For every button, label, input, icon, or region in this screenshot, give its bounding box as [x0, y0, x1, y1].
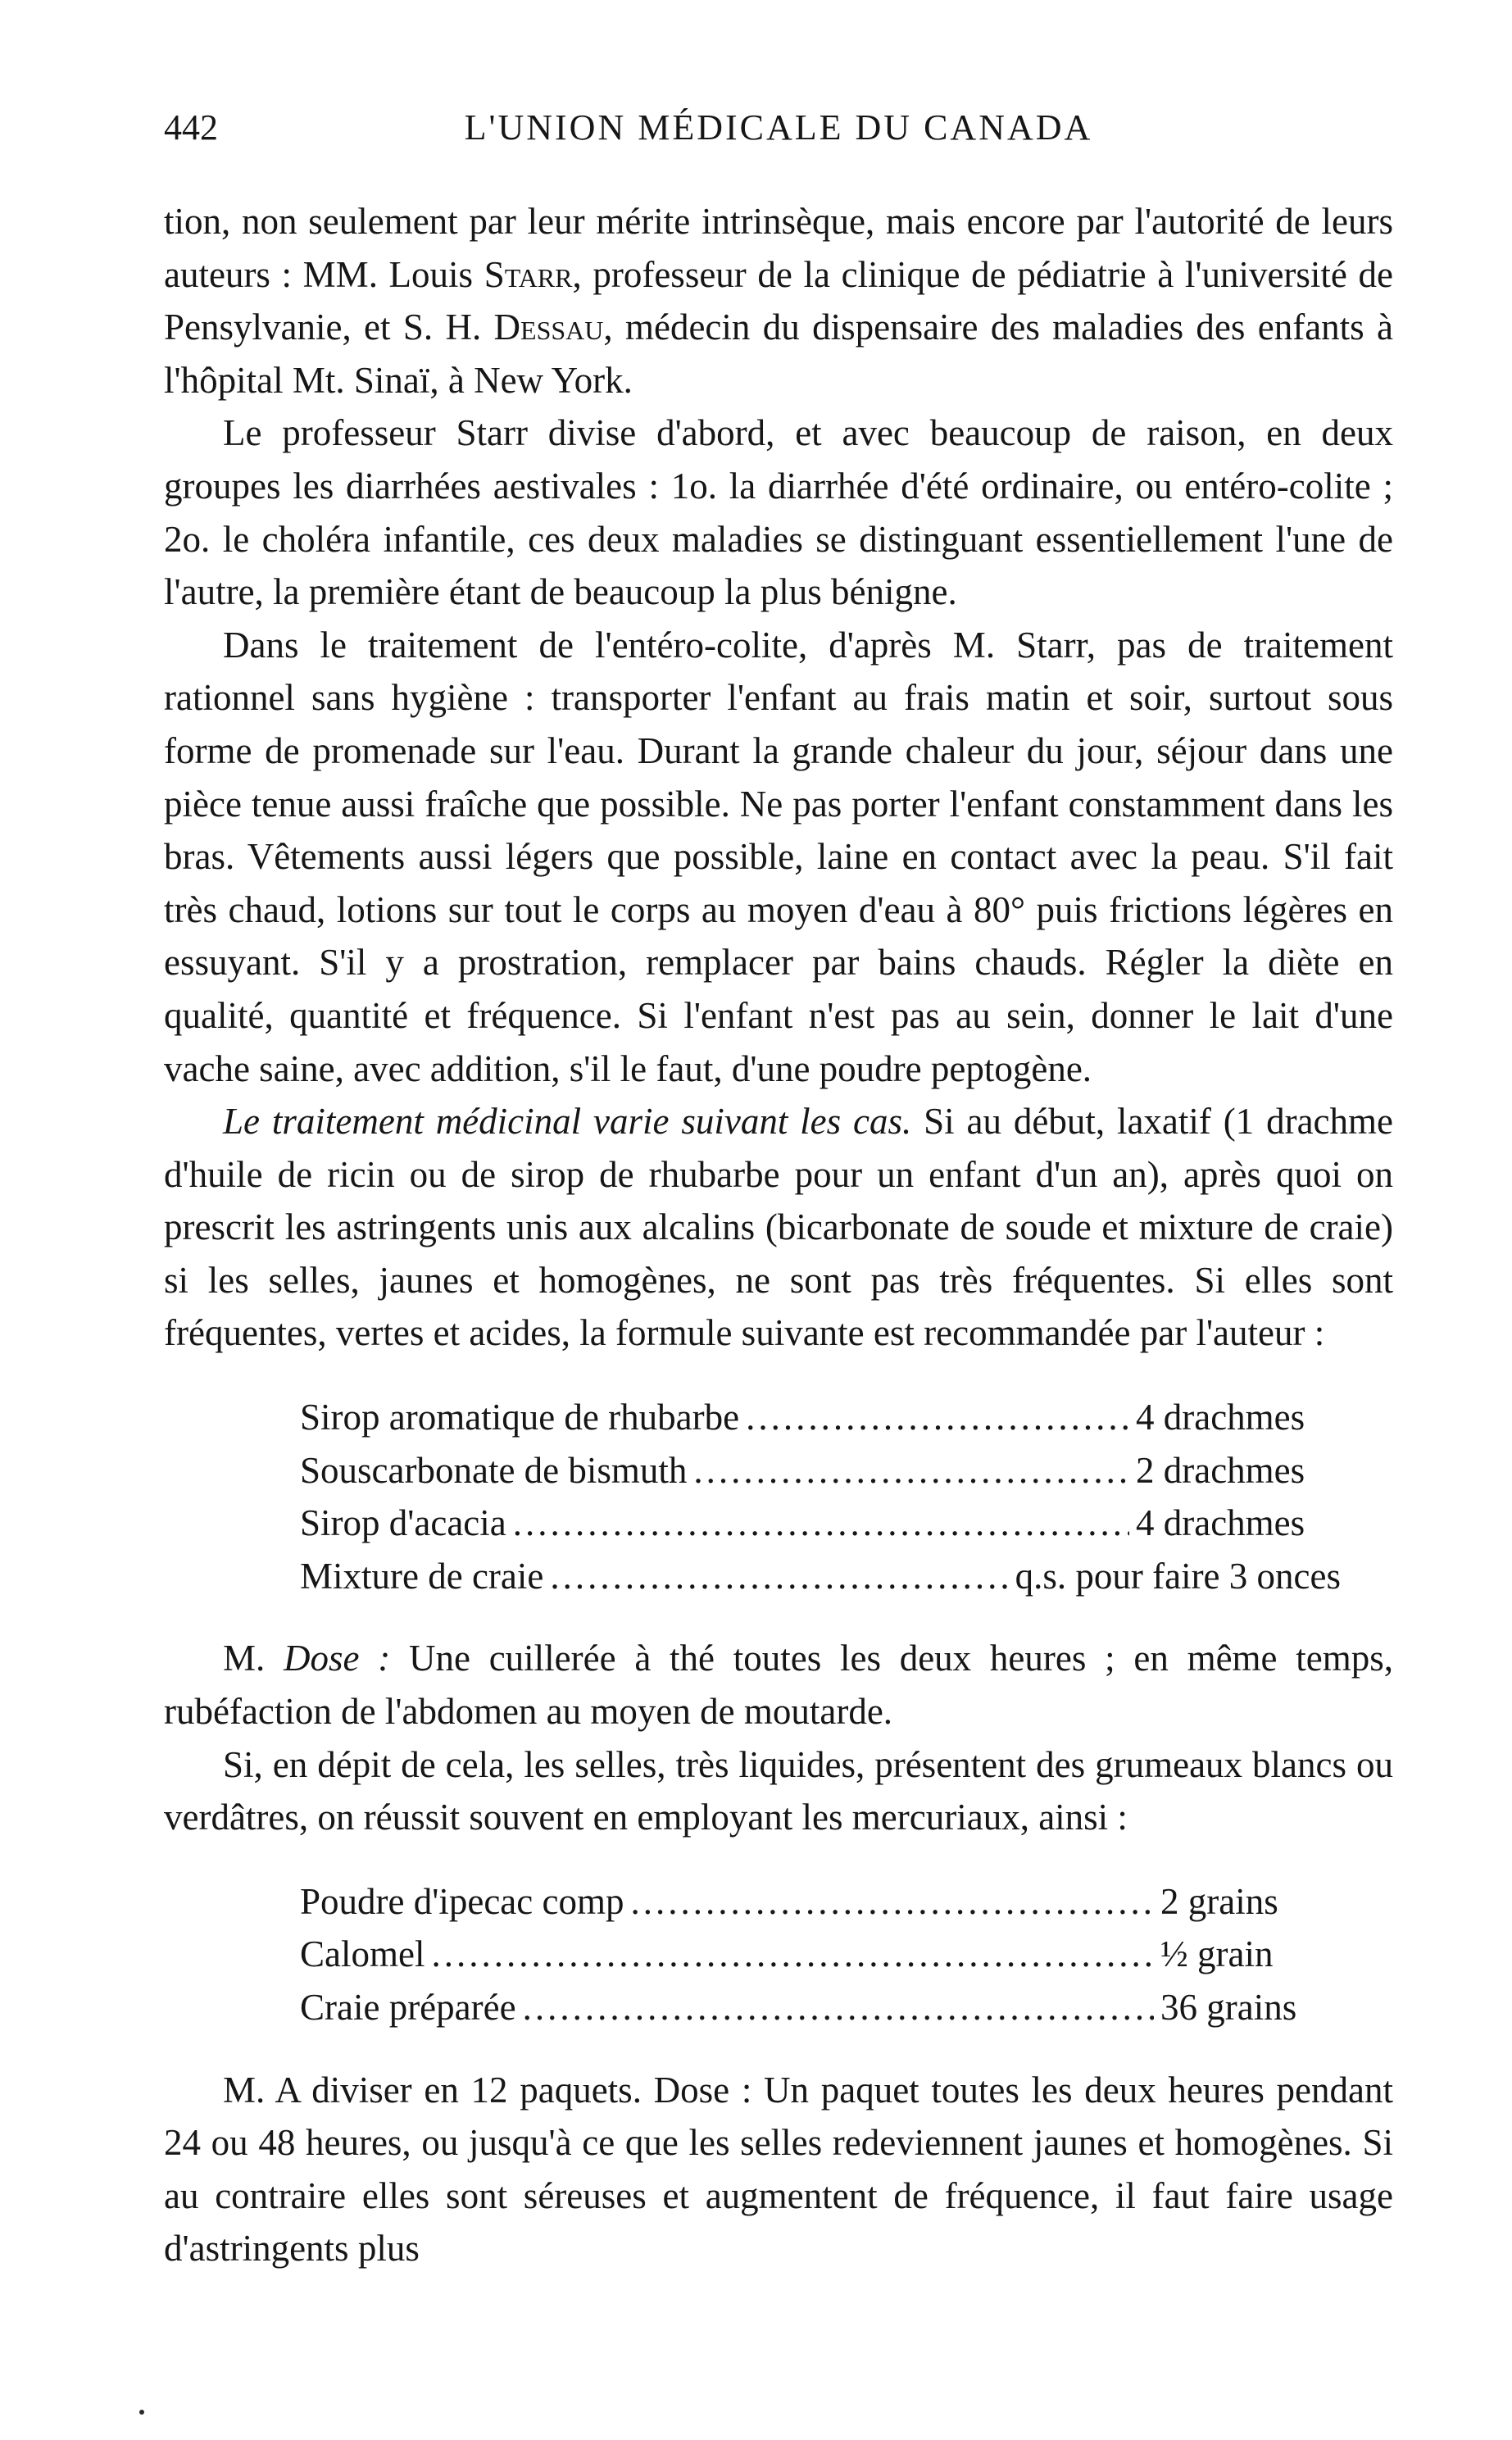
ingredient-name: Craie préparée	[300, 1987, 516, 2028]
paragraph-1	[164, 195, 1393, 407]
ingredient-quantity: 36 grains	[1160, 1987, 1297, 2028]
ingredient-quantity: 2 grains	[1160, 1880, 1278, 1922]
paragraph-4-text: Si au début, laxatif (1 drachme d'huile de ricin ou de sirop de rhubarbe pour un enfant d'un an), après quoi on prescrit les astringents unis aux alcalins (bicarbonate de soude et mixture de craie) si les selles, jaunes et homogènes, ne sont pas très fréquentes. Si elles sont fréquentes, vertes et acides, la formule suivante est recommandée par l'auteur :	[164, 1101, 1393, 1354]
page	[164, 107, 1393, 2275]
paragraph-7: M. A diviser en 12 paquets. Dose : Un paquet toutes les deux heures pendant 24 ou 48 heures, ou jusqu'à ce que les selles redeviennent jaunes et homogènes. Si au contraire elles sont séreuses et augmentent de fréquence, il faut faire usage d'astringents plus	[164, 2069, 1393, 2270]
ingredient-name: Sirop aromatique de rhubarbe	[300, 1397, 740, 1438]
ingredient-name: Calomel	[300, 1933, 425, 1975]
prescription-row	[300, 1391, 1341, 1444]
ingredient-name: Mixture de craie	[300, 1555, 544, 1597]
paragraph-1-text-a: tion, non seulement par leur mérite intrinsèque, mais encore par l'autorité de leurs auteurs : MM. Louis	[164, 201, 1393, 295]
dot-leader	[630, 1875, 1154, 1929]
ingredient-quantity: 4 drachmes	[1136, 1502, 1305, 1544]
paragraph-5-lead: M.	[223, 1638, 284, 1679]
paragraph-6: Si, en dépit de cela, les selles, très liquides, présentent des grumeaux blancs ou verdâtres, on réussit souvent en employant les mercuriaux, ainsi :	[164, 1743, 1393, 1838]
paragraph-3: Dans le traitement de l'entéro-colite, d'après M. Starr, pas de traitement rationnel sans hygiène : transporter l'enfant au frais matin et soir, surtout sous forme de promenade sur l'eau. Durant la grande chaleur du jour, séjour dans une pièce tenue aussi fraîche que possible. Ne pas porter l'enfant constamment dans les bras. Vêtements aussi légers que possible, laine en contact avec la peau. S'il fait très chaud, lotions sur tout le corps au moyen d'eau à 80° puis frictions légères en essuyant. S'il y a prostration, remplacer par bains chauds. Régler la diète en qualité, quantité et fréquence. Si l'enfant n'est pas au sein, donner le lait d'une vache saine, avec addition, s'il le faut, d'une poudre peptogène.	[164, 624, 1393, 1089]
page-number: 442	[164, 107, 218, 148]
paragraph-4-italic: Le traitement médicinal varie suivant les cas.	[223, 1101, 912, 1143]
ingredient-name: Souscarbonate de bismuth	[300, 1449, 688, 1491]
dot-leader	[693, 1444, 1129, 1497]
article-body	[164, 195, 1393, 2275]
dot-leader	[550, 1550, 1008, 1603]
prescription-row	[300, 1928, 1316, 1981]
dot-leader	[523, 1981, 1154, 2034]
page-header	[164, 107, 1393, 172]
paragraph-5	[164, 1632, 1393, 1738]
prescription-row	[300, 1444, 1341, 1497]
author-name-dessau: Dessau	[493, 307, 604, 348]
paragraph-1-text-b: , professeur de la clinique de pédiatrie à l'université de Pensylvanie, et S. H.	[164, 253, 1393, 348]
prescription-row	[300, 1875, 1316, 1929]
ingredient-quantity: ½ grain	[1160, 1933, 1274, 1975]
prescription-row	[300, 1550, 1341, 1603]
ingredient-quantity: 2 drachmes	[1136, 1449, 1305, 1491]
ingredient-name: Sirop d'acacia	[300, 1502, 506, 1544]
dot-leader	[746, 1391, 1129, 1444]
paragraph-1-text-c: , médecin du dispensaire des maladies des enfants à l'hôpital Mt. Sinaï, à New York.	[164, 307, 1393, 401]
paragraph-2: Le professeur Starr divise d'abord, et avec beaucoup de raison, en deux groupes les diarrhées aestivales : 1o. la diarrhée d'été ordinaire, ou entéro-colite ; 2o. le choléra infantile, ces deux maladies se distinguant essentiellement l'une de l'autre, la première étant de beaucoup la plus bénigne.	[164, 412, 1393, 613]
prescription-2	[300, 1875, 1316, 2034]
dot-leader	[513, 1497, 1129, 1550]
dot-leader	[431, 1928, 1154, 1981]
ingredient-quantity: q.s. pour faire 3 onces	[1015, 1555, 1341, 1597]
paragraph-4	[164, 1095, 1393, 1360]
ingredient-name: Poudre d'ipecac comp	[300, 1880, 624, 1922]
prescription-row	[300, 1497, 1341, 1550]
running-title: L'UNION MÉDICALE DU CANADA	[464, 107, 1093, 148]
paragraph-5-text: Une cuillerée à thé toutes les deux heures ; en même temps, rubéfaction de l'abdomen au moyen de moutarde.	[164, 1638, 1394, 1733]
author-name-starr: Starr	[484, 253, 573, 295]
prescription-1	[300, 1391, 1341, 1602]
ingredient-quantity: 4 drachmes	[1136, 1397, 1305, 1438]
dose-label: Dose :	[284, 1638, 391, 1679]
prescription-row	[300, 1981, 1316, 2034]
ink-speck	[139, 2410, 144, 2415]
